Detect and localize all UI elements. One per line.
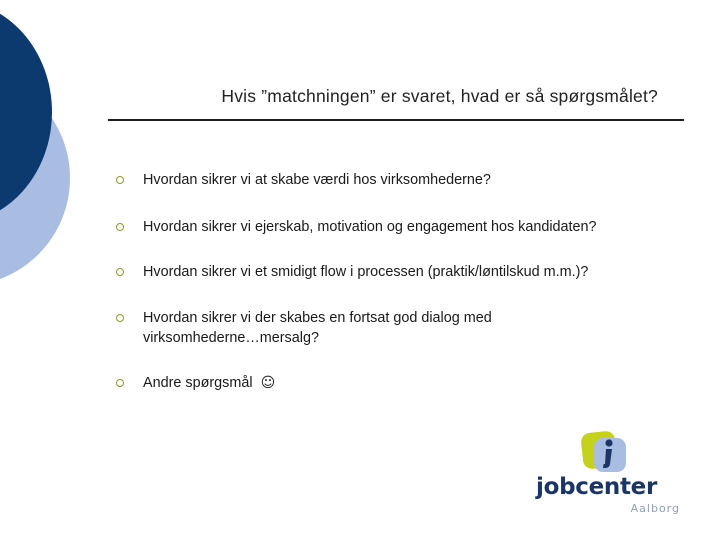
jobcenter-i-icon: [580, 428, 630, 476]
bullet-marker-icon: [116, 379, 124, 387]
bullet-item: [114, 308, 573, 348]
bullet-text: Hvordan sikrer vi der skabes en fortsat god dialog med virksomhederne…mersalg?: [143, 310, 492, 346]
slide-title: Hvis ”matchningen” er svaret, hvad er så spørgsmålet?: [221, 86, 658, 106]
logo-wordmark: jobcenter: [536, 474, 657, 500]
bullet-text: Hvordan sikrer vi et smidigt flow i processen (praktik/løntilskud m.m.)?: [143, 264, 589, 280]
bullet-text: Hvordan sikrer vi at skabe værdi hos virksomhederne?: [143, 172, 491, 188]
bullet-marker-icon: [116, 268, 124, 276]
bullet-item: [114, 373, 275, 393]
bullet-marker-icon: [116, 223, 124, 231]
logo-city: Aalborg: [630, 502, 680, 515]
jobcenter-aalborg-logo: [534, 424, 684, 518]
bullet-text: Hvordan sikrer vi ejerskab, motivation og engagement hos kandidaten?: [143, 219, 597, 235]
bullet-text: Andre spørgsmål: [143, 375, 253, 391]
decorative-circles: [0, 0, 120, 300]
title-underline: [108, 119, 684, 121]
bullet-item: [114, 217, 597, 237]
bullet-marker-icon: [116, 176, 124, 184]
bullet-item: [114, 262, 588, 282]
smiley-icon: ☺: [260, 375, 276, 391]
bullet-marker-icon: [116, 314, 124, 322]
bullet-item: [114, 170, 491, 190]
